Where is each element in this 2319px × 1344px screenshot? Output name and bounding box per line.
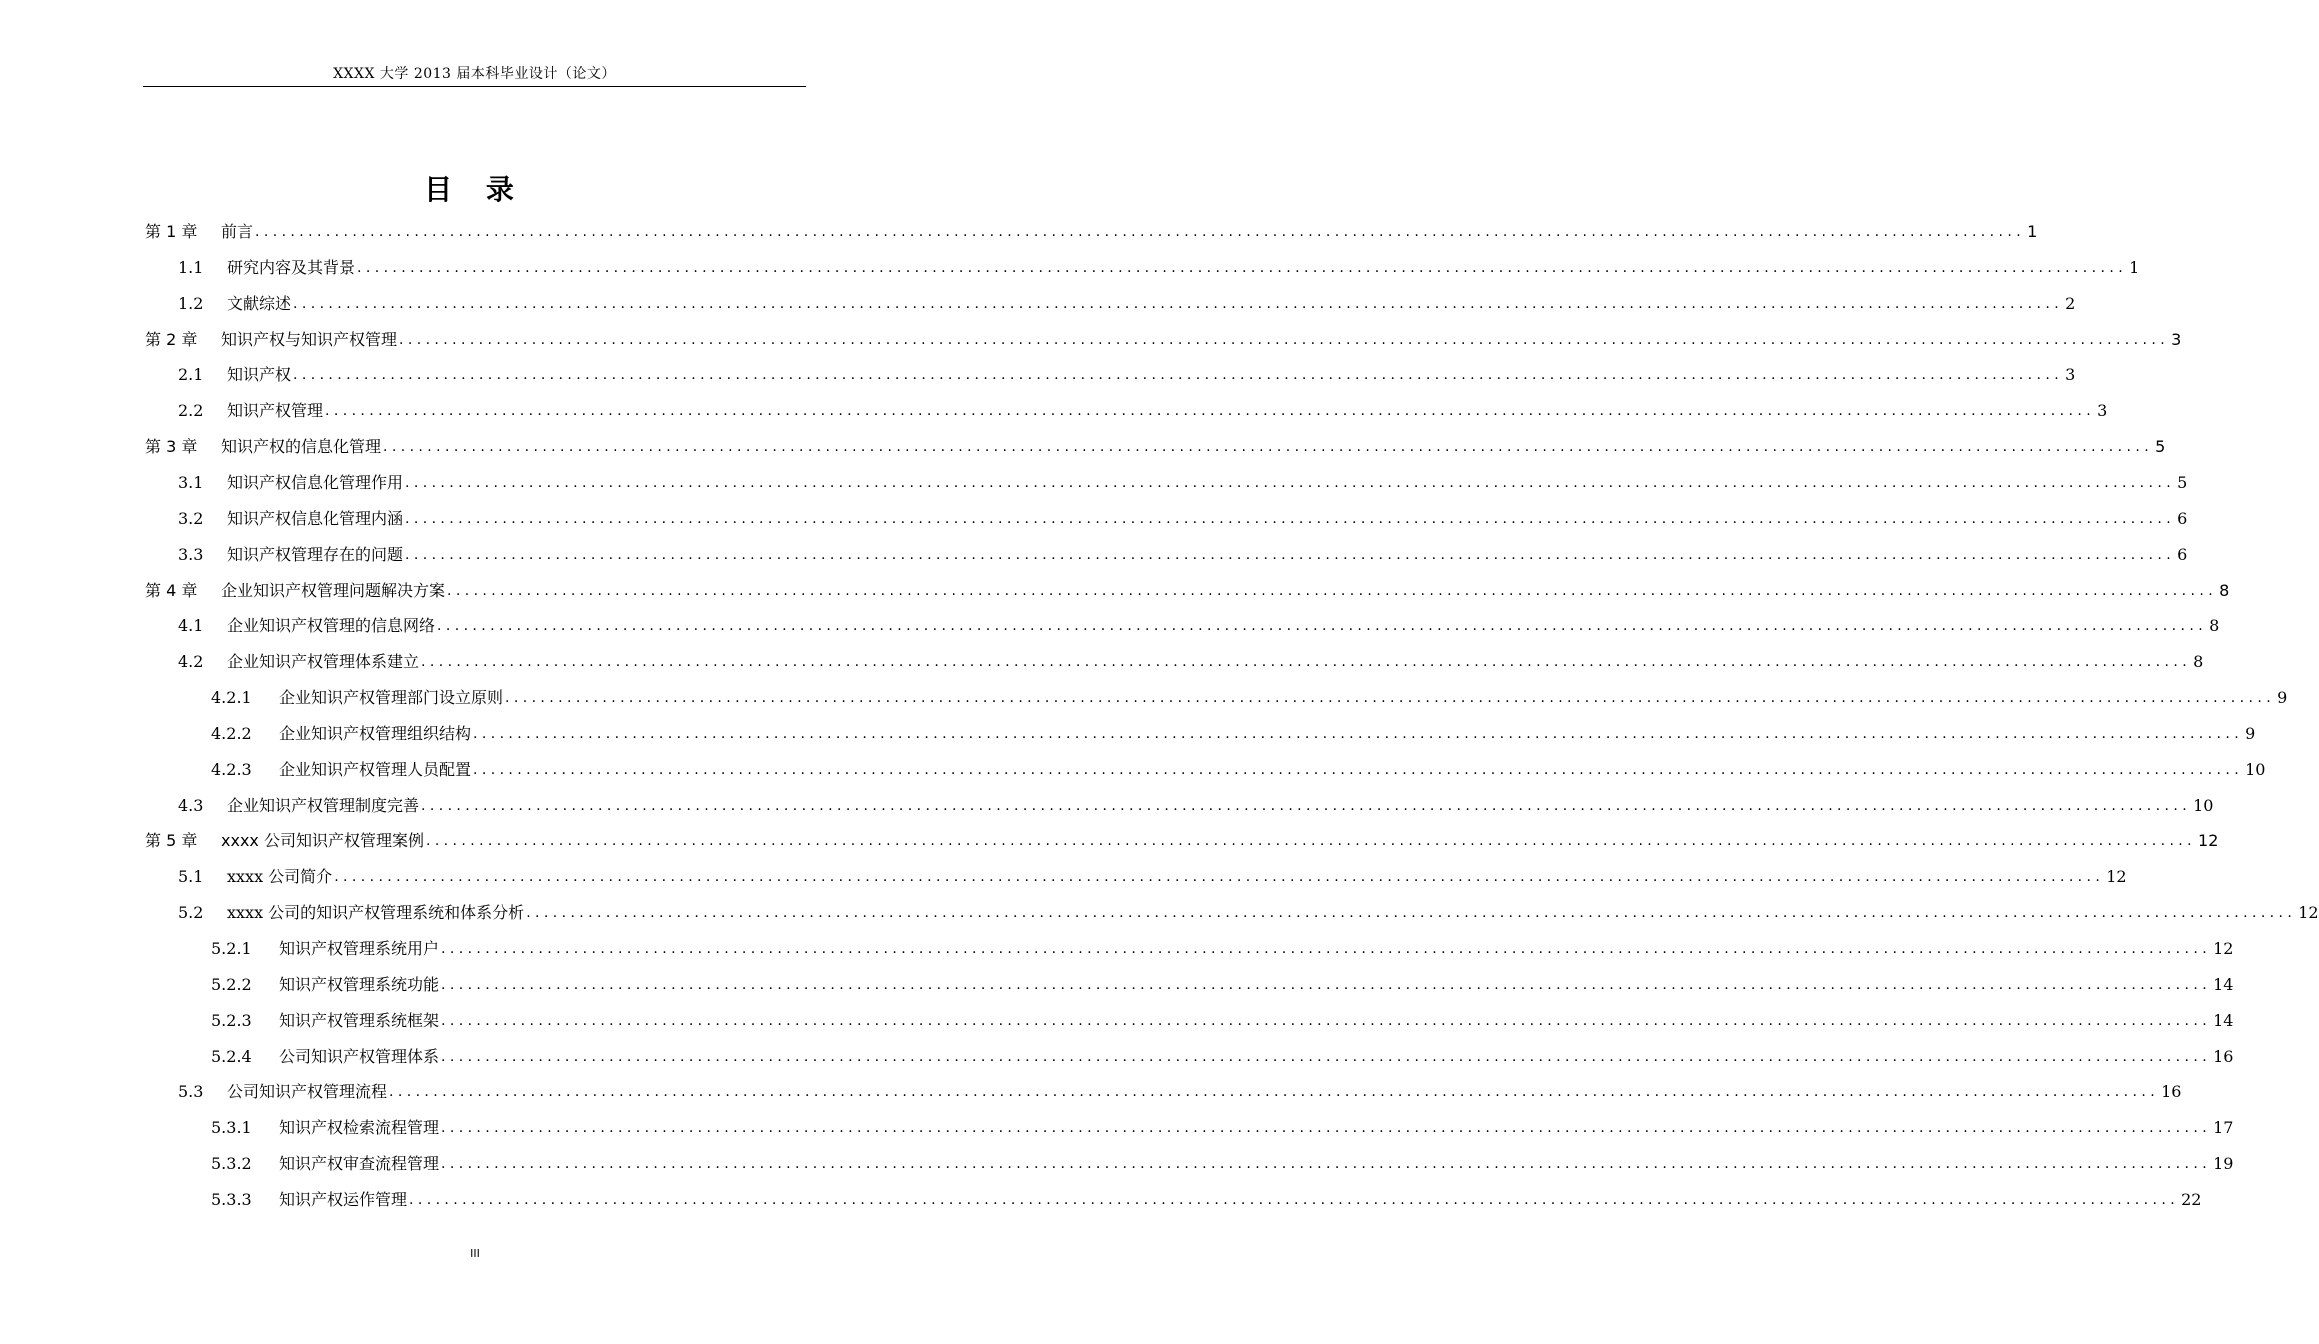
toc-entry[interactable] xyxy=(178,614,2220,638)
toc-entry[interactable] xyxy=(178,471,2188,495)
toc-entry-number: 5.3.1 xyxy=(211,1118,252,1137)
toc-entry[interactable] xyxy=(211,937,2234,961)
toc-entry-page: 8 xyxy=(2193,652,2204,671)
toc-entry-number: 3.1 xyxy=(178,473,204,492)
toc-entry[interactable] xyxy=(145,579,2230,603)
toc-dot-leader: ........................................................................................................................................................................................................ xyxy=(389,1084,2160,1100)
toc-dot-leader: ........................................................................................................................................................................................................ xyxy=(399,332,2170,348)
toc-entry-number: 第 2 章 xyxy=(145,330,198,349)
toc-entry-title: 知识产权信息化管理作用 xyxy=(227,473,404,492)
toc-entry-title: 企业知识产权管理问题解决方案 xyxy=(221,581,446,600)
toc-entry-number: 5.1 xyxy=(178,867,204,886)
toc-dot-leader: ........................................................................................................................................................................................................ xyxy=(447,583,2218,599)
toc-entry-page: 10 xyxy=(2193,796,2214,815)
toc-entry[interactable] xyxy=(178,399,2108,423)
toc-entry-number: 第 4 章 xyxy=(145,581,198,600)
toc-entry[interactable] xyxy=(211,1116,2234,1140)
toc-dot-leader: ........................................................................................................................................................................................................ xyxy=(421,798,2192,814)
toc-entry-title: 知识产权运作管理 xyxy=(279,1190,408,1209)
toc-entry-page: 9 xyxy=(2245,724,2256,743)
toc-entry-page: 6 xyxy=(2177,509,2188,528)
toc-dot-leader: ........................................................................................................................................................................................................ xyxy=(441,941,2212,957)
toc-dot-leader: ........................................................................................................................................................................................................ xyxy=(293,367,2064,383)
toc-entry[interactable] xyxy=(211,973,2234,997)
toc-dot-leader: ........................................................................................................................................................................................................ xyxy=(293,296,2064,312)
toc-entry-number: 1.1 xyxy=(178,258,204,277)
toc-entry-page: 12 xyxy=(2298,903,2319,922)
toc-entry-title: 文献综述 xyxy=(227,294,292,313)
toc-entry-page: 6 xyxy=(2177,545,2188,564)
toc-entry-page: 3 xyxy=(2171,330,2182,349)
toc-dot-leader: ........................................................................................................................................................................................................ xyxy=(441,977,2212,993)
toc-entry-number: 3.2 xyxy=(178,509,204,528)
toc-entry-title: 企业知识产权管理体系建立 xyxy=(227,652,420,671)
toc-entry-number: 4.2.3 xyxy=(211,760,252,779)
toc-entry-title: 知识产权管理存在的问题 xyxy=(227,545,404,564)
toc-entry-title: 研究内容及其背景 xyxy=(227,258,356,277)
toc-entry-page: 16 xyxy=(2161,1082,2182,1101)
toc-entry-number: 第 3 章 xyxy=(145,437,198,456)
toc-entry-title: 知识产权管理系统功能 xyxy=(279,975,440,994)
toc-entry-title: 知识产权管理系统框架 xyxy=(279,1011,440,1030)
toc-entry-number: 第 1 章 xyxy=(145,222,198,241)
toc-entry[interactable] xyxy=(178,292,2076,316)
toc-entry-page: 1 xyxy=(2027,222,2038,241)
toc-entry[interactable] xyxy=(145,829,2219,853)
toc-entry-number: 2.2 xyxy=(178,401,204,420)
toc-entry[interactable] xyxy=(178,363,2076,387)
toc-entry-page: 2 xyxy=(2065,294,2076,313)
toc-entry-number: 4.3 xyxy=(178,796,204,815)
toc-entry[interactable] xyxy=(178,794,2214,818)
toc-entry-title: 企业知识产权管理人员配置 xyxy=(279,760,472,779)
toc-entry-title: 知识产权管理系统用户 xyxy=(279,939,440,958)
toc-entry-title: xxxx 公司简介 xyxy=(227,867,333,886)
toc-entry-number: 第 5 章 xyxy=(145,831,198,850)
toc-entry-title: xxxx 公司的知识产权管理系统和体系分析 xyxy=(227,903,525,922)
toc-dot-leader: ........................................................................................................................................................................................................ xyxy=(409,1192,2180,1208)
toc-entry-page: 3 xyxy=(2097,401,2108,420)
toc-entry-title: 公司知识产权管理流程 xyxy=(227,1082,388,1101)
toc-dot-leader: ........................................................................................................................................................................................................ xyxy=(526,905,2297,921)
toc-entry-title: 知识产权与知识产权管理 xyxy=(221,330,398,349)
toc-entry[interactable] xyxy=(211,1188,2202,1212)
toc-dot-leader: ........................................................................................................................................................................................................ xyxy=(255,224,2026,240)
toc-entry[interactable] xyxy=(145,328,2182,352)
toc-entry-number: 5.2 xyxy=(178,903,204,922)
toc-entry-page: 12 xyxy=(2106,867,2127,886)
toc-entry-page: 14 xyxy=(2213,975,2234,994)
toc-entry-number: 5.3.3 xyxy=(211,1190,252,1209)
toc-entry-number: 5.3.2 xyxy=(211,1154,252,1173)
toc-dot-leader: ........................................................................................................................................................................................................ xyxy=(383,439,2154,455)
toc-entry-title: 知识产权 xyxy=(227,365,292,384)
toc-entry[interactable] xyxy=(211,758,2266,782)
toc-entry[interactable] xyxy=(211,686,2288,710)
toc-entry[interactable] xyxy=(178,1080,2182,1104)
toc-entry-number: 1.2 xyxy=(178,294,204,313)
toc-dot-leader: ........................................................................................................................................................................................................ xyxy=(357,260,2128,276)
toc-entry-title: 知识产权审查流程管理 xyxy=(279,1154,440,1173)
toc-entry-page: 8 xyxy=(2219,581,2230,600)
toc-entry-title: 前言 xyxy=(221,222,254,241)
toc-entry[interactable] xyxy=(178,543,2188,567)
toc-entry-page: 22 xyxy=(2181,1190,2202,1209)
toc-dot-leader: ........................................................................................................................................................................................................ xyxy=(473,726,2244,742)
toc-entry-page: 12 xyxy=(2198,831,2219,850)
toc-entry-title: 企业知识产权管理制度完善 xyxy=(227,796,420,815)
toc-entry-number: 5.3 xyxy=(178,1082,204,1101)
toc-entry-title: 企业知识产权管理部门设立原则 xyxy=(279,688,504,707)
toc-entry-page: 5 xyxy=(2155,437,2166,456)
toc-dot-leader: ........................................................................................................................................................................................................ xyxy=(425,833,2197,849)
toc-dot-leader: ........................................................................................................................................................................................................ xyxy=(421,654,2192,670)
toc-entry-number: 4.2 xyxy=(178,652,204,671)
toc-entry[interactable] xyxy=(178,507,2188,531)
toc-entry-title: 知识产权管理 xyxy=(227,401,324,420)
toc-dot-leader: ........................................................................................................................................................................................................ xyxy=(441,1013,2212,1029)
toc-entry-number: 3.3 xyxy=(178,545,204,564)
toc-dot-leader: ........................................................................................................................................................................................................ xyxy=(505,690,2276,706)
toc-entry-number: 5.2.2 xyxy=(211,975,252,994)
toc-dot-leader: ........................................................................................................................................................................................................ xyxy=(441,1049,2212,1065)
toc-entry[interactable] xyxy=(211,1152,2234,1176)
toc-dot-leader: ........................................................................................................................................................................................................ xyxy=(405,511,2176,527)
toc-entry-title: 企业知识产权管理的信息网络 xyxy=(227,616,436,635)
toc-entry-title: 知识产权信息化管理内涵 xyxy=(227,509,404,528)
toc-entry-page: 17 xyxy=(2213,1118,2234,1137)
toc-dot-leader: ........................................................................................................................................................................................................ xyxy=(405,547,2176,563)
toc-dot-leader: ........................................................................................................................................................................................................ xyxy=(405,475,2176,491)
toc-entry-title: 知识产权的信息化管理 xyxy=(221,437,382,456)
toc-entry-title: 企业知识产权管理组织结构 xyxy=(279,724,472,743)
toc-entry[interactable] xyxy=(211,722,2256,746)
toc-entry-number: 4.2.2 xyxy=(211,724,252,743)
toc-entry[interactable] xyxy=(178,256,2140,280)
toc-entry-number: 5.2.3 xyxy=(211,1011,252,1030)
toc-entry[interactable] xyxy=(178,901,2319,925)
toc-entry[interactable] xyxy=(211,1009,2234,1033)
toc-entry-page: 19 xyxy=(2213,1154,2234,1173)
toc-entry[interactable] xyxy=(145,220,2038,244)
toc-entry[interactable] xyxy=(178,865,2127,889)
toc-entry-page: 16 xyxy=(2213,1047,2234,1066)
toc-entry-title: xxxx 公司知识产权管理案例 xyxy=(221,831,424,850)
toc-entry-page: 14 xyxy=(2213,1011,2234,1030)
toc-dot-leader: ........................................................................................................................................................................................................ xyxy=(441,1120,2212,1136)
toc-entry-page: 12 xyxy=(2213,939,2234,958)
page-number: III xyxy=(470,1247,480,1260)
toc-entry-page: 10 xyxy=(2245,760,2266,779)
toc-entry-page: 3 xyxy=(2065,365,2076,384)
toc-entry[interactable] xyxy=(178,650,2204,674)
toc-entry[interactable] xyxy=(145,435,2166,459)
toc-entry-page: 9 xyxy=(2277,688,2288,707)
toc-entry-page: 1 xyxy=(2129,258,2140,277)
toc-dot-leader: ........................................................................................................................................................................................................ xyxy=(437,618,2208,634)
toc-entry-title: 公司知识产权管理体系 xyxy=(279,1047,440,1066)
toc-entry-number: 5.2.1 xyxy=(211,939,252,958)
toc-dot-leader: ........................................................................................................................................................................................................ xyxy=(473,762,2244,778)
toc-entry[interactable] xyxy=(211,1045,2234,1069)
running-header: XXXX 大学 2013 届本科毕业设计（论文） xyxy=(333,66,616,82)
toc-entry-number: 4.1 xyxy=(178,616,204,635)
toc-entry-number: 5.2.4 xyxy=(211,1047,252,1066)
toc-entry-title: 知识产权检索流程管理 xyxy=(279,1118,440,1137)
toc-dot-leader: ........................................................................................................................................................................................................ xyxy=(441,1156,2212,1172)
toc-entry-page: 8 xyxy=(2209,616,2220,635)
page-title: 目 录 xyxy=(424,173,526,206)
toc-dot-leader: ........................................................................................................................................................................................................ xyxy=(334,869,2105,885)
toc-dot-leader: ........................................................................................................................................................................................................ xyxy=(325,403,2096,419)
toc-entry-page: 5 xyxy=(2177,473,2188,492)
toc-entry-number: 2.1 xyxy=(178,365,204,384)
toc-entry-number: 4.2.1 xyxy=(211,688,252,707)
